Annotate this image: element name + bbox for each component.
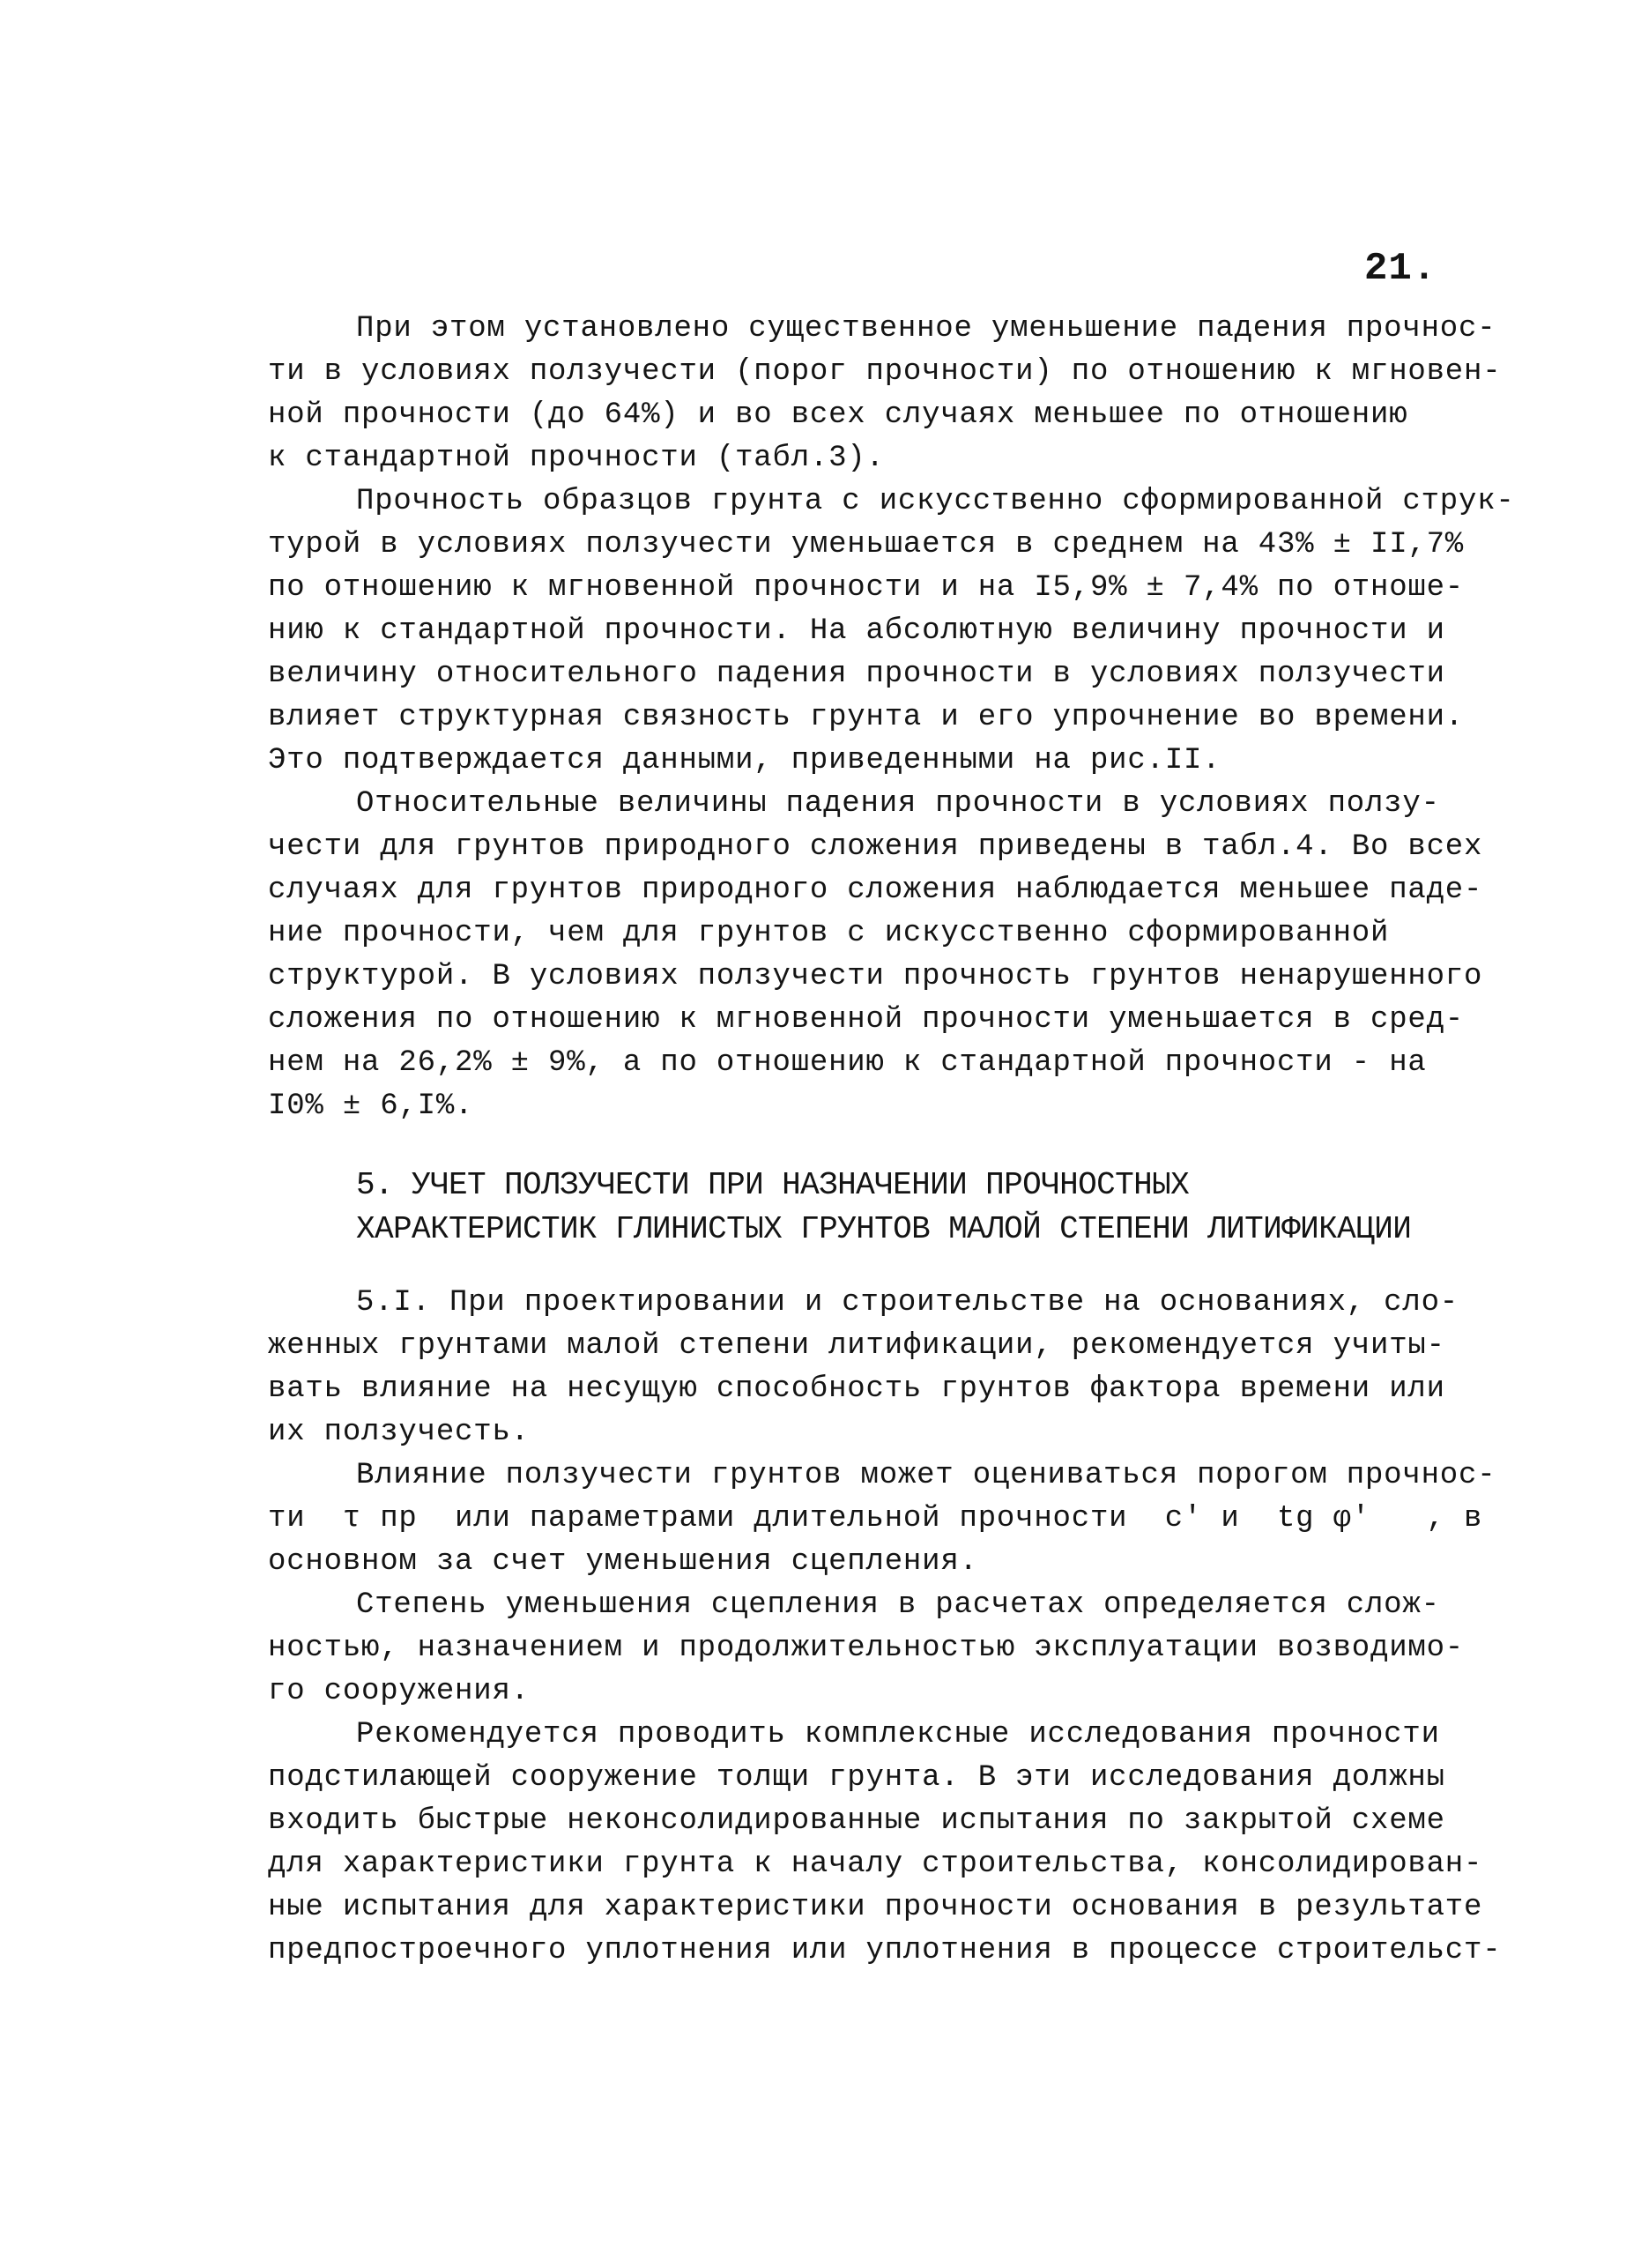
page-number: 21. [1364,247,1437,291]
text-line: нем на 26,2% ± 9%, а по отношению к стандартной прочности - на [268,1046,1427,1080]
heading-line: 5. УЧЕТ ПОЛЗУЧЕСТИ ПРИ НАЗНАЧЕНИИ ПРОЧНОСТНЫХ [356,1167,1190,1203]
text-line: ти τ пр или параметрами длительной прочности c′ и tg φ′ , в [268,1502,1483,1536]
text-line: структурой. В условиях ползучести прочность грунтов ненарушенного [268,960,1483,993]
text-line: При этом установлено существенное уменьшение падения прочнос- [356,312,1496,346]
text-line: вать влияние на несущую способность грунтов фактора времени или [268,1372,1445,1406]
text-line: случаях для грунтов природного сложения наблюдается меньшее паде- [268,874,1483,907]
text-line: го сооружения. [268,1675,530,1708]
text-line: I0% ± 6,I%. [268,1089,474,1123]
text-line: входить быстрые неконсолидированные испытания по закрытой схеме [268,1804,1445,1838]
text-line: их ползучесть. [268,1416,530,1449]
text-line: нию к стандартной прочности. На абсолютную величину прочности и [268,614,1445,648]
text-line: 5.I. При проектировании и строительстве на основаниях, сло- [356,1286,1459,1320]
text-line: Относительные величины падения прочности в условиях ползу- [356,787,1440,821]
text-line: Рекомендуется проводить комплексные исследования прочности [356,1718,1440,1751]
text-line: ние прочности, чем для грунтов с искусственно сформированной [268,917,1390,950]
text-line: по отношению к мгновенной прочности и на I5,9% ± 7,4% по отноше- [268,571,1465,605]
text-line: величину относительного падения прочности в условиях ползучести [268,658,1445,691]
text-line: женных грунтами малой степени литификации, рекомендуется учиты- [268,1329,1445,1363]
text-line: предпостроечного уплотнения или уплотнения в процессе строительст- [268,1934,1502,1967]
text-line: ной прочности (до 64%) и во всех случаях меньшее по отношению [268,398,1408,432]
text-line: ти в условиях ползучести (порог прочности) по отношению к мгновен- [268,355,1502,389]
text-line: Это подтверждается данными, приведенными на рис.II. [268,744,1221,777]
text-line: Прочность образцов грунта с искусственно сформированной струк- [356,485,1515,518]
text-line: ностью, назначением и продолжительностью эксплуатации возводимо- [268,1632,1465,1665]
text-line: ные испытания для характеристики прочности основания в результате [268,1891,1483,1924]
text-line: основном за счет уменьшения сцепления. [268,1545,978,1579]
text-line: к стандартной прочности (табл.3). [268,442,885,475]
text-line: турой в условиях ползучести уменьшается в среднем на 43% ± II,7% [268,528,1465,561]
text-line: для характеристики грунта к началу строительства, консолидирован- [268,1848,1483,1881]
heading-line: ХАРАКТЕРИСТИК ГЛИНИСТЫХ ГРУНТОВ МАЛОЙ СТЕПЕНИ ЛИТИФИКАЦИИ [356,1211,1412,1247]
text-line: подстилающей сооружение толщи грунта. В эти исследования должны [268,1761,1445,1795]
text-line: чести для грунтов природного сложения приведены в табл.4. Во всех [268,830,1483,864]
text-line: Влияние ползучести грунтов может оцениваться порогом прочнос- [356,1459,1496,1492]
text-line: влияет структурная связность грунта и его упрочнение во времени. [268,701,1465,734]
text-line: Степень уменьшения сцепления в расчетах определяется слож- [356,1588,1440,1622]
text-line: сложения по отношению к мгновенной прочности уменьшается в сред- [268,1003,1465,1037]
